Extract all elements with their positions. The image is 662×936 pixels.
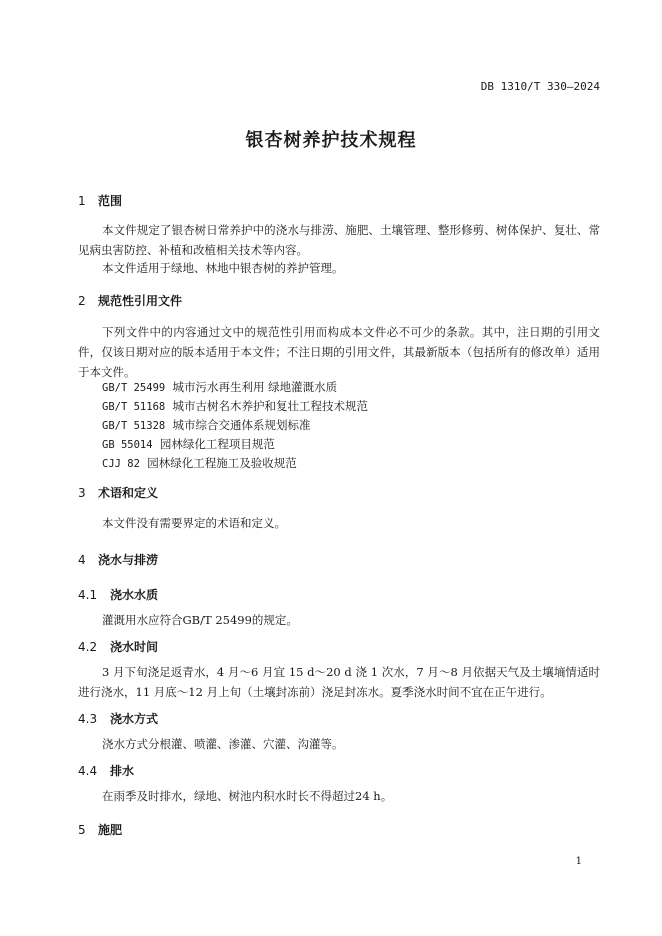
section-3-paragraph: 本文件没有需要界定的术语和定义。 (102, 516, 286, 530)
subsection-title: 浇水方式 (110, 712, 159, 726)
reference-code: GB/T 25499 (102, 382, 166, 394)
subsection-4-1-heading (78, 586, 158, 603)
section-2-heading (78, 292, 182, 309)
section-1-paragraph-2: 本文件适用于绿地、林地中银杏树的养护管理。 (102, 261, 344, 275)
section-number: 5 (78, 823, 86, 837)
reference-code: GB/T 51328 (102, 420, 166, 432)
section-1-paragraph-1: 本文件规定了银杏树日常养护中的浇水与排涝、施肥、土壤管理、整形修剪、树体保护、复壮、常见病虫害防控、补植和改植相关技术等内容。 (78, 223, 600, 257)
subsection-number: 4.2 (78, 640, 98, 654)
reference-name: 城市古树名木养护和复壮工程技术规范 (172, 399, 369, 413)
section-number: 1 (78, 194, 86, 208)
section-title: 施肥 (98, 823, 123, 837)
reference-item (102, 379, 337, 395)
subsection-number: 4.3 (78, 712, 98, 726)
section-number: 2 (78, 294, 86, 308)
reference-code: CJJ 82 (102, 458, 140, 470)
subsection-4-3-heading (78, 710, 158, 727)
section-title: 浇水与排涝 (98, 553, 159, 567)
subsection-4-2-text: 3 月下旬浇足返青水，4 月～6 月宜 15 d～20 d 浇 1 次水，7 月～8 月依据天气及土壤墒情适时进行浇水，11 月底～12 月上旬（土壤封冻前）浇足封冻水。夏季浇水时间不宜在正午进行。 (78, 665, 600, 699)
reference-name: 园林绿化工程项目规范 (159, 437, 275, 451)
subsection-title: 浇水水质 (110, 588, 159, 602)
reference-item (102, 436, 275, 452)
document-title: 银杏树养护技术规程 (245, 130, 417, 151)
reference-name: 城市污水再生利用 绿地灌溉水质 (172, 380, 338, 394)
subsection-title: 浇水时间 (110, 640, 159, 654)
section-1-heading (78, 192, 122, 209)
section-4-heading (78, 551, 158, 568)
reference-item (102, 455, 297, 471)
reference-item (102, 398, 368, 414)
subsection-4-4-heading (78, 762, 134, 779)
subsection-4-3-text: 浇水方式分根灌、喷灌、渗灌、穴灌、沟灌等。 (102, 737, 344, 751)
section-title: 范围 (98, 194, 123, 208)
subsection-number: 4.1 (78, 588, 98, 602)
subsection-4-4-text: 在雨季及时排水，绿地、树池内积水时长不得超过24 h。 (102, 789, 393, 803)
page-number: 1 (575, 856, 582, 867)
reference-name: 城市综合交通体系规划标准 (172, 418, 311, 432)
reference-code: GB/T 51168 (102, 401, 166, 413)
section-number: 3 (78, 486, 86, 500)
reference-name: 园林绿化工程施工及验收规范 (147, 456, 297, 470)
reference-item (102, 417, 311, 433)
section-title: 规范性引用文件 (98, 294, 183, 308)
subsection-number: 4.4 (78, 764, 98, 778)
reference-code: GB 55014 (102, 439, 153, 451)
subsection-4-2-heading (78, 638, 158, 655)
subsection-title: 排水 (110, 764, 135, 778)
standard-code: DB 1310/T 330—2024 (480, 80, 600, 93)
subsection-4-1-text: 灌溉用水应符合GB/T 25499的规定。 (102, 613, 298, 627)
section-3-heading (78, 484, 158, 501)
section-number: 4 (78, 553, 86, 567)
section-2-intro: 下列文件中的内容通过文中的规范性引用而构成本文件必不可少的条款。其中，注日期的引用文件，仅该日期对应的版本适用于本文件；不注日期的引用文件，其最新版本（包括所有的修改单）适用于本文件。 (78, 325, 600, 379)
section-5-heading (78, 821, 122, 838)
section-title: 术语和定义 (98, 486, 159, 500)
